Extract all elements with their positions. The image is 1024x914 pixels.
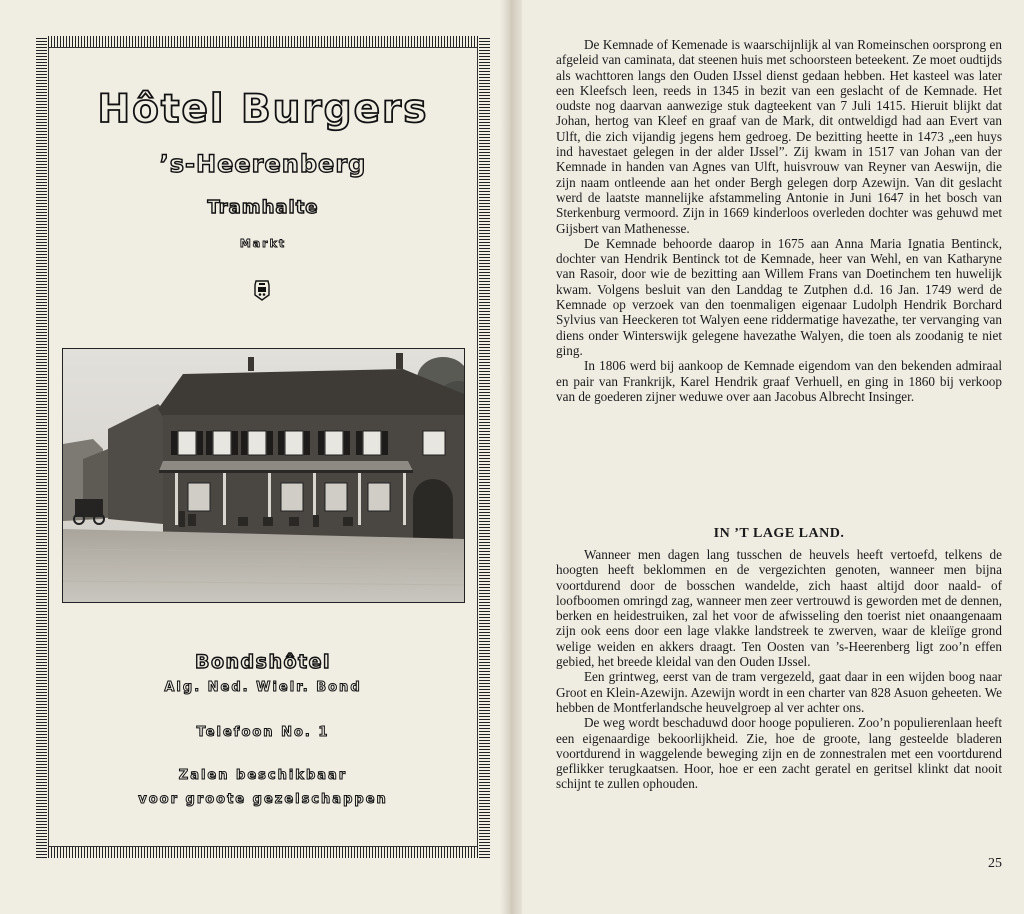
halls-available: Zalen beschikbaar xyxy=(178,768,348,783)
article-body xyxy=(556,37,1002,404)
article-paragraph: In 1806 werd bij aankoop de Kemnade eigendom van den bekenden admiraal en pair van Frankrijk, Karel Hendrik graaf Verhuell, en ging in 1860 bij verkoop van de goederen zijner weduwe over aan Jacobus Albrecht Insinger. xyxy=(556,358,1002,404)
section-paragraph: Een grintweg, eerst van de tram vergezeld, gaat daar in een wijden boog naar Groot en Klein-Azewijn. Azewijn wordt in een charter van 828 Asuon geheeten. We hebben de Montferlandsche heuvelgroep al ver achter ons. xyxy=(556,669,1002,715)
page-number: 25 xyxy=(988,856,1002,871)
section-heading: IN ’T LAGE LAND. xyxy=(713,526,845,541)
article-paragraph: De Kemnade behoorde daarop in 1675 aan Anna Maria Ignatia Bentinck, dochter van Hendrik Bentinck tot de Kemnade, heer van Wehl, en van Katharyne van Rasoir, door wie de bezitting aan Willem Frans van Doetinchem ten huwelijk kwam. Volgens besluit van den Landdag te Zutphen d.d. 16 Jan. 1749 werd de Kemnade op verzoek van den toenmaligen eigenaar Ludolph Hendrik Borchard Sylvius van Heeckeren tot Walyen eene riddermatige havezathe, ter vervanging van diens onder Winterswijk gelegene havezathe Walyen, die toen als zoodanig te niet ging. xyxy=(556,235,1002,358)
telephone-number: Telefoon No. 1 xyxy=(196,725,330,740)
hotel-title: Hôtel Burgers xyxy=(97,87,429,132)
book-gutter xyxy=(500,0,522,914)
cycling-union-name: Alg. Ned. Wielr. Bond xyxy=(164,680,362,695)
hotel-location: Markt xyxy=(239,237,287,250)
cycling-union-emblem-icon xyxy=(253,279,271,301)
large-groups-note: voor groote gezelschappen xyxy=(138,792,388,807)
section-paragraph: De weg wordt beschaduwd door hooge populieren. Zoo’n populierenlaan heeft een eigenaardige bekoorlijkheid. Zie, hoe de groote, lang gesteelde bladeren voortdurend in waggelende beweging zijn en de zonnestralen met een voortdurend geflikker terugkaatsen. Hoor, hoe er een zacht geratel en geritsel klinkt dat nooit schijnt te zullen ophouden. xyxy=(556,715,1002,792)
hotel-advertisement xyxy=(48,47,478,847)
section-paragraph: Wanneer men dagen lang tusschen de heuvels heeft vertoefd, telkens de hoogten heeft beklommen en de vergezichten genoten, wanneer men bijna voortdurend door de bosschen wandelde, zich haast altijd door naald- of loofboomen omringd zag, wanneer men zeer vertrouwd is geworden met de dennen, berken en heidestruiken, zal het voor de afwisseling den toerist niet onaangenaam zijn ook eens door een lage vlakke landstreek te zwerven, waar de kleiïge grond welige weiden en akkers draagt. Ten Oosten van ’s-Heerenberg ligt zoo’n effen gebied, het breede kleidal van den Ouden IJssel. xyxy=(556,547,1002,670)
section-body xyxy=(556,547,1002,792)
article-paragraph: De Kemnade of Kemenade is waarschijnlijk al van Romeinschen oorsprong en afgeleid van caminata, dat steenen huis met schoorsteen beteekent. Ze moet oudtijds als wachttoren langs den Ouden IJssel dienst gedaan hebben. Het kasteel was later een Kleefsch leen, reeds in 1345 in bezit van een geslacht of de Kemnade. Het oudste nog daarvan aanwezige stuk dagteekent van 7 Juli 1415. Hieruit blijkt dat Johan, hertog van Kleef en graaf van de Mark, dit ontweldigd had aan Evert van Ulft, die zich vijandig jegens hem gedroeg. De bezitting heette in 1473 „een huys ind havestaet gelegen in der alder IJssel”. Zij kwam in 1517 van Johan van der Kemnade in handen van Agnes van Ulft, huisvrouw van Reyner van Aeswijn, die zijn naam ontleende aan het onder Bergh gelegen dorp Azewijn. Van dit geslacht werd de laatste mannelijke afstammeling Antonie in Juni 1647 in het bosch van Sterkenburg vermoord. Zijn in 1669 kinderloos overleden dochter was gehuwd met Gijsbert van Mathenesse. xyxy=(556,37,1002,236)
hotel-tram-stop: Tramhalte xyxy=(207,197,319,218)
bondshotel-label: Bondshôtel xyxy=(194,651,332,673)
hotel-building-image xyxy=(63,349,464,602)
hotel-town: ’s-Heerenberg xyxy=(159,150,367,178)
hotel-photograph xyxy=(62,348,465,603)
